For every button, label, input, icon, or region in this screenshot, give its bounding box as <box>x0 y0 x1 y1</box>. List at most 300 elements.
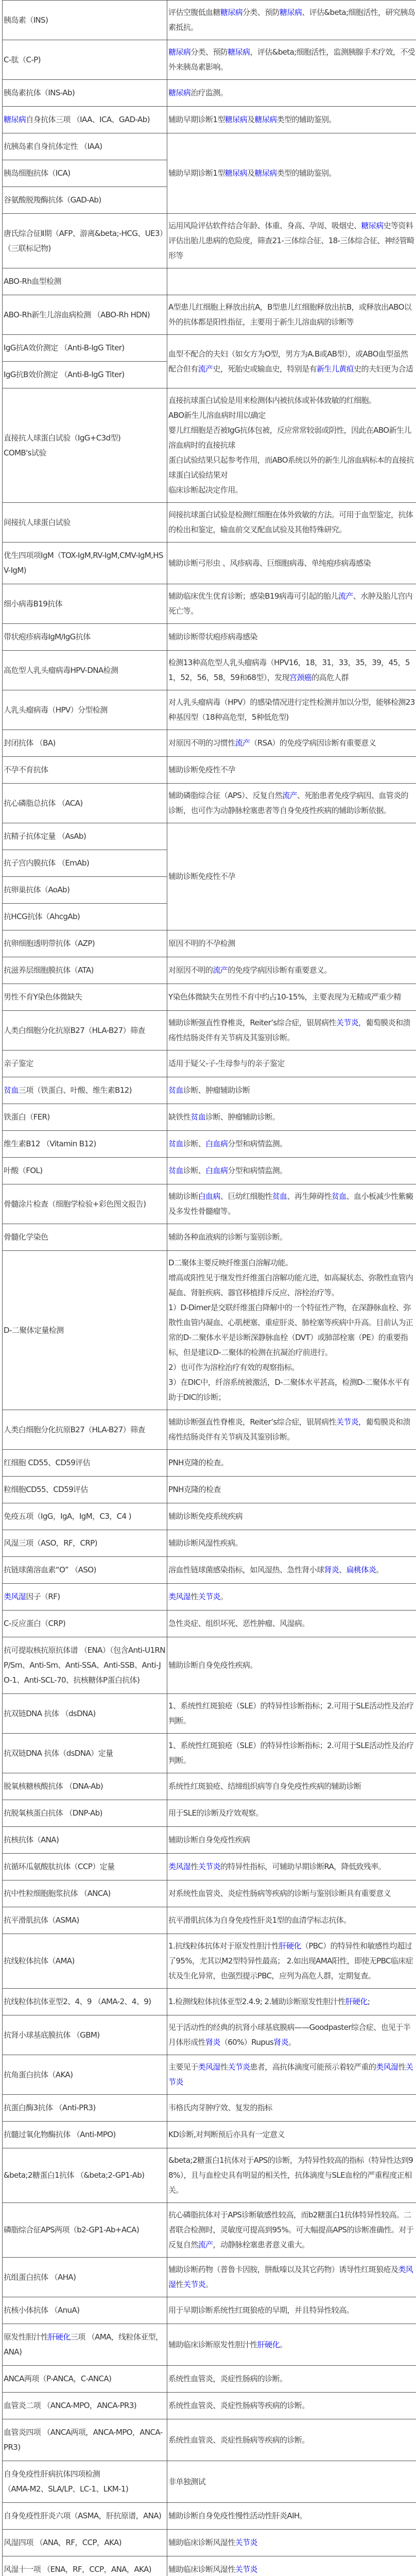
test-name-cell <box>3 160 167 187</box>
test-name-cell <box>3 624 167 651</box>
test-description-cell <box>167 730 416 757</box>
cell-text: 辅助临床诊断风湿性 <box>168 2565 235 2574</box>
cell-text: 辅助各种血液病的诊断与鉴别诊断。 <box>168 1232 287 1242</box>
term-link[interactable]: 关节炎 <box>183 2280 205 2289</box>
term-link[interactable]: 糖尿病 <box>228 47 250 57</box>
cell-text: 性 <box>190 1592 198 1601</box>
table-row <box>3 1011 416 1050</box>
cell-text: 。 <box>376 1565 383 1574</box>
cell-text: 、水肿及胎儿宫内死亡等。 <box>168 591 412 616</box>
test-name-cell <box>3 1251 167 1410</box>
table-row <box>3 1827 416 1854</box>
test-description-cell <box>167 2015 416 2055</box>
test-description-cell <box>167 651 416 690</box>
test-name-cell <box>3 2297 167 2324</box>
cell-text: ABO-Rh新生儿溶血病检测 （ABO-Rh HDN) <box>4 310 150 319</box>
table-row <box>3 2461 416 2503</box>
cell-text: 高危型人乳头瘤病毒HPV-DNA检测 <box>4 666 118 675</box>
term-link[interactable]: 类风湿 <box>168 1862 190 1871</box>
cell-text: 抗HCG抗体（AhcgAb) <box>4 912 80 921</box>
test-description-cell <box>167 957 416 984</box>
test-description-cell <box>167 2324 416 2366</box>
cell-text: 胰岛细胞抗体（ICA) <box>4 168 70 178</box>
term-link[interactable]: 流产 <box>198 2240 213 2249</box>
term-link[interactable]: 贫血 <box>168 1086 183 1095</box>
test-name-cell <box>3 2258 167 2297</box>
test-name-cell <box>3 295 167 335</box>
test-description-cell <box>167 823 416 930</box>
cell-text: 溶血性链球菌感染指标，如风湿热、急性肾小球 <box>168 1565 324 1574</box>
test-name-cell <box>3 2148 167 2203</box>
cell-text: 对人乳头瘤病毒（HPV）的感染情况进行定性检测并加以分型，能够检测23种基因型（18种高危型，5种低危型) <box>168 698 415 722</box>
cell-text: 不孕不育抗体 <box>4 765 48 774</box>
cell-text: 风湿十一项 （ENA，RF，CCP，ANA，AKA) <box>4 2565 151 2574</box>
table-row <box>3 1530 416 1557</box>
test-description-cell <box>167 107 416 133</box>
cell-text: 辅助诊断免疫性不孕 <box>168 872 235 881</box>
test-name-cell <box>3 1530 167 1557</box>
test-description-cell <box>167 543 416 584</box>
cell-text: D-二聚体定量检测 <box>4 1326 64 1335</box>
table-row <box>3 624 416 651</box>
term-link[interactable]: 糖尿病 <box>168 47 190 57</box>
cell-text: 原发性胆汁性 <box>4 2332 48 2342</box>
cell-text: 抗可提取核抗原抗体谱 （ENA）（包含Anti-U1RNP/Sm、Anti-Sm、Anti-SSA、Anti-SSB、Anti-JO-1、Anti-SCL-70、抗核糖体P蛋白抗体) <box>4 1646 165 1685</box>
term-link[interactable]: 流产 <box>198 364 213 374</box>
term-link[interactable]: 类风湿 <box>376 2062 398 2072</box>
term-link[interactable]: 肾炎 <box>324 1565 339 1574</box>
cell-text: 1.抗线粒体抗体对于原发性胆汁性 <box>168 1941 279 1951</box>
table-row <box>3 1251 416 1410</box>
table-row <box>3 1410 416 1450</box>
term-link[interactable]: 类风湿 <box>168 2265 413 2289</box>
test-description-cell <box>167 624 416 651</box>
test-description-cell <box>167 2055 416 2095</box>
cell-text: A型患儿红细胞上释放出抗A，B型患儿红细胞释放出抗B，或释放出ABO以外的抗体都是阳性指征，主要用于新生儿溶血病的诊断等 <box>168 302 411 327</box>
term-link[interactable]: 贫血 <box>272 1192 287 1201</box>
test-name-cell <box>3 2530 167 2556</box>
table-row <box>3 1734 416 1773</box>
cell-text: 对原因不明的 <box>168 965 213 975</box>
test-description-cell <box>167 1989 416 2015</box>
table-row <box>3 335 416 362</box>
cell-text: 自身免疫性肝炎六项（ASMA，肝抗原谱，ANA) <box>4 2511 161 2520</box>
cell-text: &beta;2糖蛋白1抗体 （&beta;2-GP1-Ab) <box>4 2171 144 2180</box>
test-items-table <box>2 0 416 2576</box>
term-link[interactable]: 关节炎 <box>235 2538 257 2547</box>
test-description-cell <box>167 2419 416 2461</box>
cell-text: 抗卵巢抗体（AoAb) <box>4 885 70 894</box>
cell-text: 、血小板减少性紫癜及多发性骨髓瘤等。 <box>168 1192 413 1216</box>
test-description-cell <box>167 2258 416 2297</box>
test-name-cell <box>3 1989 167 2015</box>
cell-text: 辅助诊断强直性脊椎炎，Reiter’s综合症，银屑病性 <box>168 1018 336 1027</box>
cell-text: 系统性血管炎、炎症性肠病等疾病的诊断。 <box>168 2435 309 2445</box>
cell-text: 谷氨酸脱羧酶抗体（GAD-Ab) <box>4 195 101 205</box>
term-link[interactable]: 肾炎 <box>273 2038 288 2047</box>
term-link[interactable]: 糖尿病 <box>280 8 302 17</box>
term-link[interactable]: 宫颈癌 <box>289 673 311 682</box>
test-name-cell <box>3 187 167 214</box>
test-name-cell <box>3 1557 167 1584</box>
cell-text: 及 <box>247 115 254 124</box>
cell-text: 辅助诊断自身免疫性慢性活动性肝炎AIH。 <box>168 2511 307 2520</box>
table-row <box>3 1158 416 1184</box>
cell-text: 用于早期诊断系统性红斑狼疮的早期，并且特异性较高。 <box>168 2306 354 2315</box>
cell-text: 急性炎症、组织坏死、恶性肿瘤、风湿病。 <box>168 1619 309 1628</box>
table-row <box>3 1557 416 1584</box>
table-row <box>3 1854 416 1880</box>
test-description-cell <box>167 214 416 268</box>
table-row <box>3 2503 416 2530</box>
cell-text: 史，死胎史或输血史，特别是有 <box>213 364 317 374</box>
cell-text: （RSA）的免疫学病因诊断有重要意义 <box>250 738 376 748</box>
table-row <box>3 2015 416 2055</box>
term-link[interactable]: 肝硬化 <box>48 2332 70 2342</box>
term-link[interactable]: 糖尿病 <box>361 221 383 230</box>
term-link[interactable]: 肝硬化 <box>279 1941 301 1951</box>
test-description-cell <box>167 133 416 214</box>
cell-text: 系统性红斑狼疮、结缔组织病等自身免疫性疾病的辅助诊断 <box>168 1782 361 1791</box>
term-link[interactable]: 贫血 <box>190 1112 205 1122</box>
term-link[interactable]: 白血病 <box>205 1166 228 1175</box>
cell-text: 增高或阳性见于继发性纤维蛋白溶解功能亢进，如高凝状态、弥散性血管内凝血、肾脏疾病、器官移植排斥反应、溶栓治疗等。 <box>168 1273 413 1297</box>
cell-text: 抗平滑肌抗体为自身免疫性肝炎1型的血清学标志抗体。 <box>168 1916 351 1925</box>
cell-text: 性 <box>398 2062 405 2072</box>
table-row <box>3 80 416 107</box>
cell-text: 、再生障碍性 <box>287 1192 331 1201</box>
table-body <box>3 1 416 2576</box>
cell-text: 抗卵细胞透明带抗体（AZP) <box>4 939 95 948</box>
table-row <box>3 2148 416 2203</box>
table-row <box>3 1637 416 1694</box>
cell-text: 婴儿红细胞是否被IgG抗体包被，反应常常较弱或阴性，因此在ABO新生儿溶血病时的直接抗球 <box>168 426 411 450</box>
term-link[interactable]: 关节炎 <box>198 1592 220 1601</box>
term-link[interactable]: 肝硬化 <box>345 1997 368 2006</box>
table-row <box>3 543 416 584</box>
cell-text: 叶酸（FOL) <box>4 1166 42 1175</box>
term-link[interactable]: 流产 <box>213 965 228 975</box>
cell-text: 诊断、肿瘤辅助诊断 <box>183 1086 250 1095</box>
cell-text: 风湿四项 （ANA，RF，CCP，AKA) <box>4 2538 122 2547</box>
cell-text: 辅助诊断免疫系统疾病 <box>168 1512 242 1521</box>
test-description-cell <box>167 1251 416 1410</box>
table-row <box>3 40 416 80</box>
cell-text: 人类白细胞分化抗原B27（HLA-B27）筛查 <box>4 1425 145 1434</box>
cell-text: 系统性血管炎，炎症性肠病的诊断。 <box>168 2374 287 2383</box>
term-link[interactable]: 贫血 <box>4 1086 19 1095</box>
cell-text: 、 <box>339 1565 346 1574</box>
test-description-cell <box>167 1773 416 1800</box>
cell-text: 辅助磷脂综合征（APS）、反复自然 <box>168 791 282 800</box>
cell-text: 辅助诊断药物（普鲁卡因胺，肼酞嗪以及其它药物）诱导性红斑狼疮及 <box>168 2265 398 2274</box>
table-row <box>3 1104 416 1131</box>
test-description-cell <box>167 1077 416 1104</box>
cell-text: 性 <box>220 2062 228 2072</box>
cell-text: 分型和病情监测。 <box>228 1166 287 1175</box>
test-name-cell <box>3 784 167 823</box>
term-link[interactable]: 肾炎 <box>205 2038 220 2047</box>
test-description-cell <box>167 1450 416 1477</box>
cell-text: 脱氧核糖核酸抗体 （DNA-Ab) <box>4 1782 103 1791</box>
test-description-cell <box>167 1611 416 1637</box>
test-name-cell <box>3 2015 167 2055</box>
test-description-cell <box>167 2366 416 2393</box>
table-row <box>3 2324 416 2366</box>
test-name-cell <box>3 877 167 904</box>
cell-text: Y染色体微缺失在男性不育中约占10-15%，主要表现为无精或严重少精 <box>168 992 401 1002</box>
test-name-cell <box>3 690 167 730</box>
term-link[interactable]: 新生儿黄疸 <box>317 364 354 374</box>
table-row <box>3 268 416 295</box>
cell-text: 抗循环瓜氨酸肽抗体（CCP）定量 <box>4 1862 114 1871</box>
cell-text: 运用风险评估软件结合年龄、体重、身高、孕周、吸烟史、 <box>168 221 361 230</box>
term-link[interactable]: 关节炎 <box>336 1018 358 1027</box>
table-row <box>3 784 416 823</box>
cell-text: 辅助诊断带状疱疹病毒感染 <box>168 632 257 641</box>
test-name-cell <box>3 850 167 877</box>
cell-text: 间接抗人球蛋白试验 <box>4 518 71 527</box>
term-link[interactable]: 扁桃体炎 <box>346 1565 376 1574</box>
table-row <box>3 1694 416 1734</box>
cell-text: 胰岛素（INS) <box>4 15 48 25</box>
cell-text: 铁蛋白（FER) <box>4 1112 50 1122</box>
test-description-cell <box>167 1880 416 1907</box>
cell-text: 辅助早期诊断1型 <box>168 115 225 124</box>
test-name-cell <box>3 1827 167 1854</box>
term-link[interactable]: 糖尿病 <box>254 115 276 124</box>
term-link[interactable]: 糖尿病 <box>254 168 276 178</box>
cell-text: 抗核抗体（ANA) <box>4 1835 59 1844</box>
test-name-cell <box>3 1011 167 1050</box>
cell-text: 骨髓化学染色 <box>4 1232 48 1242</box>
term-link[interactable]: 白血病 <box>205 1139 228 1148</box>
table-row <box>3 1503 416 1530</box>
cell-text: 临床诊断起决定作用。 <box>168 485 242 495</box>
test-name-cell <box>3 214 167 268</box>
cell-text: 见于活动性的经典的抗肾小球基底膜病——Goodpaster综合症、也见于半月体形成性 <box>168 2023 410 2047</box>
cell-text: 三项（铁蛋白、叶酸、维生素B12) <box>19 1086 132 1095</box>
test-name-cell <box>3 1131 167 1158</box>
test-description-cell <box>167 584 416 624</box>
test-description-cell <box>167 2461 416 2503</box>
table-row <box>3 2203 416 2258</box>
test-description-cell <box>167 930 416 957</box>
term-link[interactable]: 糖尿病 <box>225 115 247 124</box>
test-name-cell <box>3 757 167 784</box>
cell-text: 细小病毒B19抗体 <box>4 599 62 608</box>
table-row <box>3 107 416 133</box>
test-description-cell <box>167 1503 416 1530</box>
cell-text: 血型不配合的夫妇（如女方为O型，男方为A.B或AB型），或ABO血型虽然配合但有 <box>168 349 408 374</box>
cell-text: 辅助早期诊断1型 <box>168 168 225 178</box>
cell-text: 诊断、 <box>183 1139 205 1148</box>
test-description-cell <box>167 388 416 503</box>
test-name-cell <box>3 2393 167 2419</box>
term-link[interactable]: 类风湿 <box>198 2062 220 2072</box>
cell-text: 2）也可作为溶栓治疗有效的观察指标。 <box>168 1363 299 1372</box>
cell-text: 风湿三项（ASO，RF，CRP) <box>4 1538 97 1548</box>
test-name-cell <box>3 1934 167 1989</box>
term-link[interactable]: 类风湿 <box>4 1592 26 1601</box>
test-name-cell <box>3 1 167 40</box>
term-link[interactable]: 关节炎 <box>228 2062 250 2072</box>
table-row <box>3 1077 416 1104</box>
test-name-cell <box>3 2366 167 2393</box>
cell-text: 适用于疑父-子-生母参与的亲子鉴定 <box>168 1059 285 1068</box>
test-name-cell <box>3 823 167 850</box>
test-name-cell <box>3 2461 167 2503</box>
term-link[interactable]: 流产 <box>338 591 353 601</box>
cell-text: 辅助诊断弓形虫 、风疹病毒、巨细胞病毒、单纯疱疹病毒感染 <box>168 558 371 568</box>
test-description-cell <box>167 784 416 823</box>
cell-text: 抗滋养层细胞膜抗体（ATA) <box>4 965 94 975</box>
cell-text: 抗精子抗体定量 （AsAb) <box>4 832 86 841</box>
cell-text: （PBC）的特异性和敏感性均超过了95%，尤其以M2型特异性最高； 2.如出现AMA阳性，即使无PBC临床症状及生化异常，也强烈提示PBC，应列为高危人群，定期复查。 <box>168 1941 413 1980</box>
cell-text: 抗双链DNA 抗体（dsDNA）定量 <box>4 1749 113 1758</box>
term-link[interactable]: 流产 <box>282 791 297 800</box>
cell-text: 抗肾小球基底膜抗体 （GBM) <box>4 2030 99 2040</box>
test-description-cell <box>167 1050 416 1077</box>
table-row <box>3 1907 416 1934</box>
cell-text: 辅助诊断自身免疫性疾病 <box>168 1835 250 1844</box>
cell-text: 抗髓过氧化物酶抗体 （Anti-MPO) <box>4 2130 116 2139</box>
test-name-cell <box>3 1734 167 1773</box>
term-link[interactable]: 关节炎 <box>168 2062 413 2087</box>
test-name-cell <box>3 1637 167 1694</box>
test-description-cell <box>167 1557 416 1584</box>
cell-text: 抗线粒体抗体（AMA) <box>4 1956 75 1965</box>
table-row <box>3 930 416 957</box>
test-description-cell <box>167 2503 416 2530</box>
cell-text: 辅助诊断 <box>168 1192 198 1201</box>
test-name-cell <box>3 1184 167 1224</box>
test-name-cell <box>3 1050 167 1077</box>
cell-text: 患者，高抗体滴度可能预示着较严重的 <box>250 2062 376 2072</box>
table-row <box>3 503 416 543</box>
cell-text: 自身免疫性肝病抗体四项检测 <box>4 2469 100 2479</box>
cell-text: 原因不明的不孕检测 <box>168 939 235 948</box>
term-link[interactable]: 贫血 <box>168 1139 183 1148</box>
cell-text: 及 <box>247 168 254 178</box>
cell-text: 抗双链DNA 抗体 （dsDNA) <box>4 1709 96 1718</box>
term-link[interactable]: 肝硬化 <box>257 2340 280 2349</box>
cell-text: 带状疱疹病毒IgM/IgG抗体 <box>4 632 91 641</box>
cell-text: 抗链球菌溶血素“O” （ASO) <box>4 1565 96 1574</box>
table-row <box>3 2095 416 2122</box>
cell-text: 类型的辅助鉴别。 <box>277 168 336 178</box>
cell-text: 直接抗人球蛋白试验（IgG+C3d型) <box>4 433 120 443</box>
cell-text: 人类白细胞分化抗原B27（HLA-B27）筛查 <box>4 1026 145 1035</box>
cell-text: 抗核小体抗体 （AnuA) <box>4 2306 79 2315</box>
table-row <box>3 2258 416 2297</box>
cell-text: 辅助临床诊断风湿性 <box>168 2538 235 2547</box>
cell-text: 免疫五项（IgG，IgA，IgM，C3，C4 ) <box>4 1512 131 1521</box>
term-link[interactable]: 贫血 <box>332 1192 346 1201</box>
test-name-cell <box>3 930 167 957</box>
test-description-cell <box>167 757 416 784</box>
cell-text: 对原因不明的习惯性 <box>168 738 235 748</box>
term-link[interactable]: 贫血 <box>168 1166 183 1175</box>
table-row <box>3 1 416 40</box>
cell-text: 抗中性粒细胞胞浆抗体 （ANCA) <box>4 1889 111 1898</box>
cell-text: 性 <box>190 1862 198 1871</box>
term-link[interactable]: 流产 <box>235 738 250 748</box>
cell-text: ，评估&beta;细胞活性，监测胰腺手术疗效，不受外来胰岛素影响。 <box>168 47 415 72</box>
test-description-cell <box>167 1011 416 1050</box>
term-link[interactable]: 糖尿病 <box>220 8 242 17</box>
table-row <box>3 757 416 784</box>
cell-text: C-肽（C-P) <box>4 55 41 64</box>
cell-text: 1）D-Dimer是交联纤维蛋白降解中的一个特征性产物，在深静脉血栓、弥散性血管内凝血、心肌梗塞、重症肝炎、肺栓塞等疾病中升高。目前认为正常的D-二聚体水平是诊断深静脉血栓（DVT）或肺部栓塞（PE）的重要指标，但是建议D-二聚体的检测在抗凝治疗前进行。 <box>168 1303 413 1357</box>
term-link[interactable]: 类风湿 <box>168 1592 190 1601</box>
test-description-cell <box>167 2148 416 2203</box>
test-description-cell <box>167 2095 416 2122</box>
cell-text: 。 <box>288 2038 296 2047</box>
test-name-cell <box>3 1800 167 1827</box>
term-link[interactable]: 糖尿病 <box>225 168 247 178</box>
cell-text: 分类、预防 <box>242 8 280 17</box>
test-description-cell <box>167 1477 416 1503</box>
cell-text: 抗脱氧核蛋白抗体 （DNP-Ab) <box>4 1808 102 1818</box>
cell-text: 因子（RF) <box>26 1592 60 1601</box>
term-link[interactable]: 关节炎 <box>336 1417 358 1427</box>
test-name-cell <box>3 2122 167 2148</box>
table-row <box>3 1050 416 1077</box>
term-link[interactable]: 白血病 <box>198 1192 220 1201</box>
test-description-cell <box>167 1800 416 1827</box>
cell-text: 缺铁性 <box>168 1112 190 1122</box>
term-link[interactable]: 糖尿病 <box>4 115 26 124</box>
cell-text: 诊断、 <box>183 1166 205 1175</box>
test-description-cell <box>167 690 416 730</box>
test-description-cell <box>167 1158 416 1184</box>
test-name-cell <box>3 1584 167 1611</box>
test-name-cell <box>3 2556 167 2576</box>
cell-text: 间接抗球蛋白试验是检测红细胞在体外致敏的方法。可用于血型鉴定，抗体的检出和鉴定，输血前交叉配血试验及其他特殊研究。 <box>168 510 413 534</box>
cell-text: 直接抗球蛋白试验是用来检测体内被抗体或补体致敏的红细胞。 <box>168 396 376 405</box>
test-name-cell <box>3 2503 167 2530</box>
term-link[interactable]: 关节炎 <box>235 2565 257 2574</box>
cell-text: 抗蛋白酶3抗体 （Anti-PR3) <box>4 2103 96 2112</box>
cell-text: 对系统性血管炎、炎症性肠病等疾病的诊断与鉴别诊断具有重要意义 <box>168 1889 391 1898</box>
cell-text: 辅助诊断免疫性不孕 <box>168 765 235 774</box>
table-row <box>3 1224 416 1251</box>
term-link[interactable]: 关节炎 <box>198 1862 220 1871</box>
cell-text: 分型和病情监测。 <box>228 1139 287 1148</box>
cell-text: 粒细胞CD55、CD59评估 <box>4 1485 88 1494</box>
term-link[interactable]: 糖尿病 <box>168 88 190 97</box>
table-row <box>3 1880 416 1907</box>
test-name-cell <box>3 957 167 984</box>
cell-text: 辅助诊断风湿性疾病。 <box>168 1538 242 1548</box>
table-row <box>3 730 416 757</box>
cell-text: 1、系统性红斑狼疮（SLE）的特异性诊断指标；2.可用于SLE活动性及治疗判断。 <box>168 1741 413 1765</box>
test-name-cell <box>3 335 167 362</box>
test-description-cell <box>167 2122 416 2148</box>
table-row <box>3 295 416 335</box>
table-row <box>3 1450 416 1477</box>
test-description-cell <box>167 1907 416 1934</box>
table-row <box>3 690 416 730</box>
table-row <box>3 1584 416 1611</box>
test-description-cell <box>167 1934 416 1989</box>
table-row <box>3 1989 416 2015</box>
cell-text: 韦格氏肉芽肿疗效、复发的指标 <box>168 2103 272 2112</box>
test-name-cell <box>3 651 167 690</box>
test-name-cell <box>3 584 167 624</box>
cell-text: C-反应蛋白（CRP) <box>4 1619 65 1628</box>
